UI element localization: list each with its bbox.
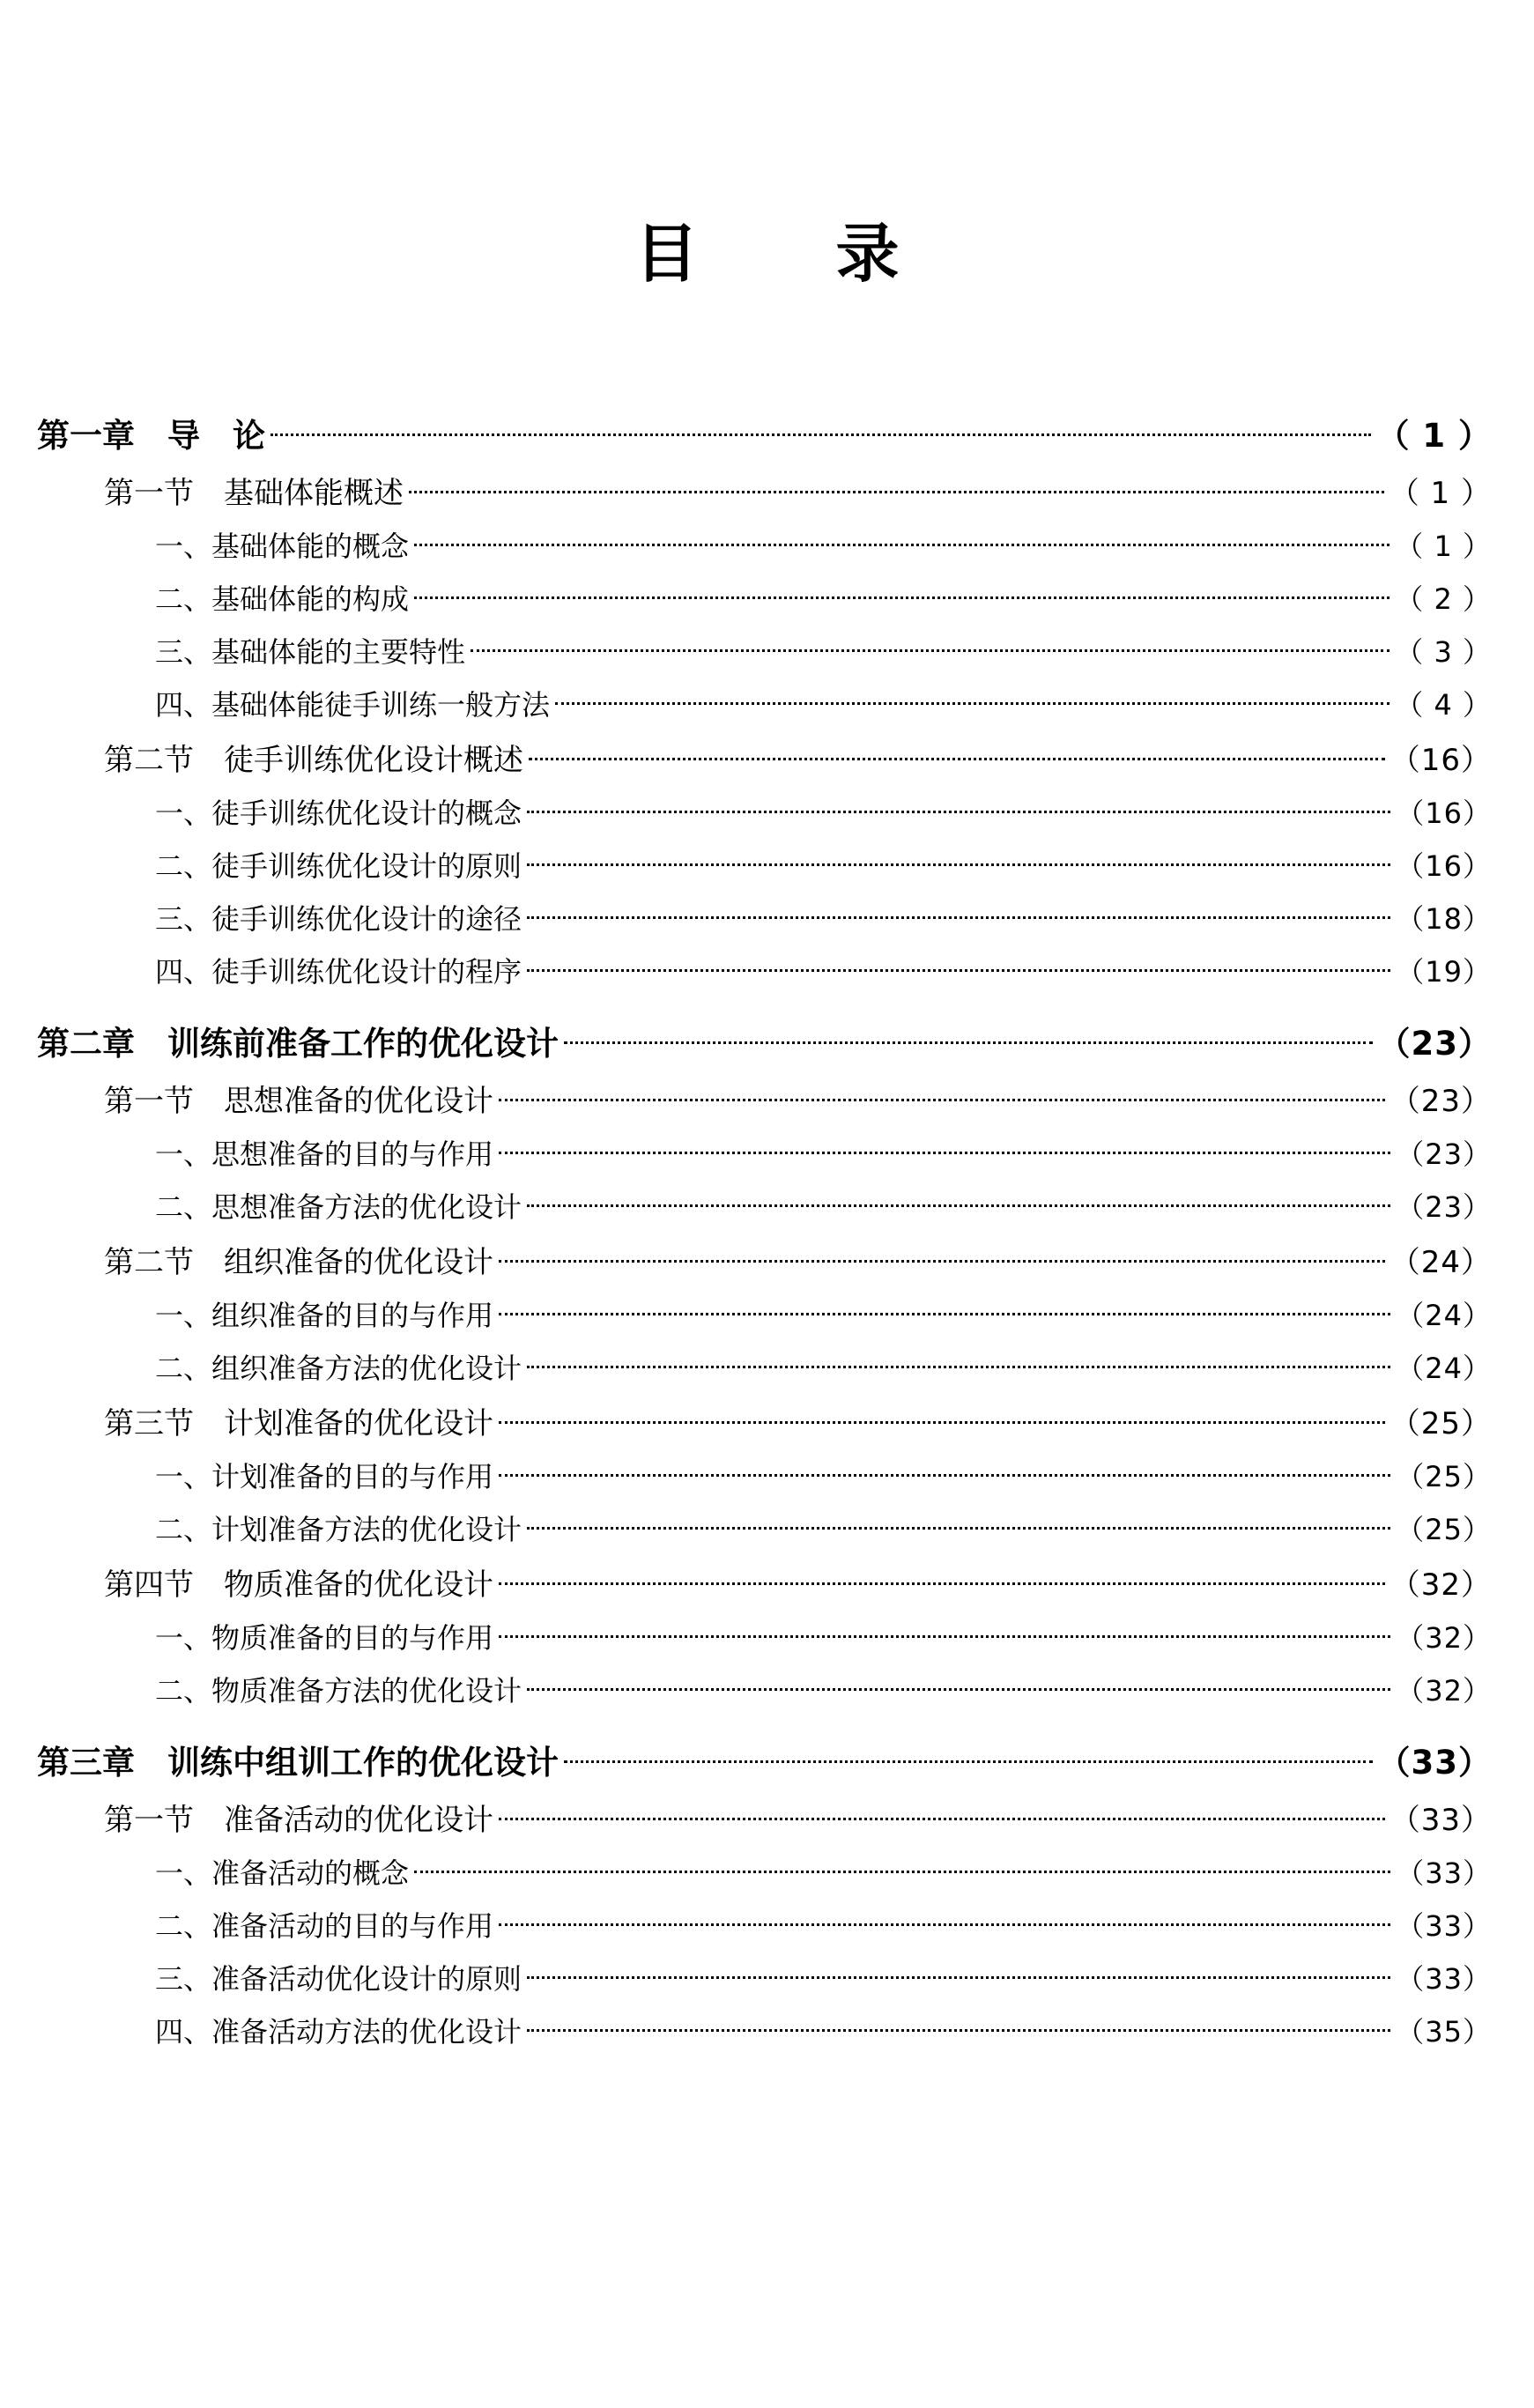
- toc-entry-item[interactable]: [37, 1669, 1492, 1709]
- toc-entry-item[interactable]: [37, 683, 1492, 723]
- toc-entry-section[interactable]: [37, 469, 1492, 512]
- toc-entry-page-number: （32）: [1389, 1567, 1492, 1603]
- toc-leader-dots: [527, 900, 1390, 929]
- toc-entry-item[interactable]: [37, 524, 1492, 565]
- toc-entry-page-number: （35）: [1396, 2015, 1492, 2049]
- toc-entry-page-number: （ 3 ）: [1395, 635, 1492, 669]
- toc-entry-item[interactable]: [37, 2010, 1492, 2050]
- toc-entry-label: 第一节 基础体能概述: [104, 476, 404, 511]
- toc-entry-section[interactable]: [37, 1238, 1492, 1281]
- toc-entry-label: 二、物质准备方法的优化设计: [155, 1674, 522, 1708]
- toc-leader-dots: [499, 1136, 1390, 1164]
- toc-leader-dots: [564, 1741, 1373, 1774]
- toc-entry-label: 二、计划准备方法的优化设计: [155, 1513, 522, 1546]
- toc-leader-dots: [564, 1022, 1373, 1055]
- toc-leader-dots: [499, 1297, 1390, 1325]
- toc-leader-dots: [414, 528, 1389, 556]
- toc-entry-item[interactable]: [37, 791, 1492, 832]
- toc-entry-label: 第一节 思想准备的优化设计: [104, 1084, 493, 1119]
- toc-entry-label: 二、徒手训练优化设计的原则: [155, 849, 522, 883]
- toc-leader-dots: [529, 740, 1385, 770]
- toc-entry-item[interactable]: [37, 1957, 1492, 1997]
- toc-leader-dots: [527, 848, 1390, 876]
- toc-entry-item[interactable]: [37, 1455, 1492, 1495]
- toc-leader-dots: [527, 953, 1390, 982]
- toc-entry-page-number: （16）: [1396, 796, 1492, 830]
- toc-entry-label: 一、思想准备的目的与作用: [155, 1137, 494, 1171]
- toc-leader-dots: [527, 2013, 1390, 2041]
- toc-entry-label: 一、基础体能的概念: [155, 530, 410, 563]
- toc-entry-item[interactable]: [37, 1616, 1492, 1656]
- toc-entry-label: 第三章 训练中组训工作的优化设计: [37, 1744, 559, 1782]
- toc-entry-page-number: （ 4 ）: [1395, 688, 1492, 722]
- toc-entry-item[interactable]: [37, 844, 1492, 885]
- toc-entry-label: 四、徒手训练优化设计的程序: [155, 955, 522, 989]
- toc-entry-page-number: （24）: [1396, 1352, 1492, 1385]
- toc-entry-item[interactable]: [37, 1346, 1492, 1387]
- toc-entry-chapter[interactable]: [37, 1736, 1492, 1783]
- toc-entry-section[interactable]: [37, 736, 1492, 779]
- toc-entry-label: 第二节 徒手训练优化设计概述: [104, 743, 523, 778]
- toc-entry-page-number: （32）: [1396, 1674, 1492, 1708]
- toc-leader-dots: [527, 1189, 1390, 1217]
- toc-entry-page-number: （25）: [1396, 1460, 1492, 1493]
- toc-entry-item[interactable]: [37, 1851, 1492, 1892]
- toc-list: [0, 409, 1534, 2050]
- toc-entry-page-number: （33）: [1389, 1803, 1492, 1838]
- toc-leader-dots: [555, 686, 1389, 715]
- toc-entry-page-number: （23）: [1377, 1025, 1492, 1063]
- toc-entry-chapter[interactable]: [37, 1017, 1492, 1064]
- toc-entry-page-number: （ 1 ）: [1389, 476, 1492, 511]
- toc-entry-page-number: （23）: [1396, 1190, 1492, 1224]
- toc-entry-page-number: （23）: [1389, 1084, 1492, 1119]
- toc-entry-page-number: （24）: [1396, 1299, 1492, 1332]
- toc-entry-section[interactable]: [37, 1560, 1492, 1604]
- toc-entry-page-number: （19）: [1396, 955, 1492, 989]
- toc-entry-item[interactable]: [37, 897, 1492, 937]
- toc-entry-item[interactable]: [37, 1904, 1492, 1945]
- toc-entry-label: 一、准备活动的概念: [155, 1856, 410, 1890]
- toc-entry-page-number: （ 1 ）: [1376, 417, 1492, 455]
- toc-entry-page-number: （32）: [1396, 1621, 1492, 1655]
- toc-leader-dots: [499, 1908, 1390, 1936]
- toc-leader-dots: [499, 1242, 1385, 1272]
- toc-entry-label: 一、组织准备的目的与作用: [155, 1299, 494, 1332]
- toc-leader-dots: [499, 1458, 1390, 1486]
- toc-entry-label: 一、物质准备的目的与作用: [155, 1621, 494, 1655]
- toc-leader-dots: [414, 581, 1389, 609]
- toc-entry-page-number: （25）: [1396, 1513, 1492, 1546]
- page-title: 目 录: [634, 217, 937, 291]
- toc-entry-section[interactable]: [37, 1796, 1492, 1839]
- toc-entry-item[interactable]: [37, 1185, 1492, 1226]
- toc-leader-dots: [409, 473, 1384, 503]
- toc-entry-section[interactable]: [37, 1077, 1492, 1120]
- toc-entry-item[interactable]: [37, 630, 1492, 671]
- toc-leader-dots: [270, 414, 1371, 447]
- toc-entry-label: 三、徒手训练优化设计的途径: [155, 902, 522, 936]
- toc-entry-label: 二、组织准备方法的优化设计: [155, 1352, 522, 1385]
- toc-entry-label: 第一章 导 论: [37, 417, 265, 455]
- toc-entry-page-number: （33）: [1396, 1962, 1492, 1996]
- toc-entry-label: 三、准备活动优化设计的原则: [155, 1962, 522, 1996]
- toc-entry-label: 四、准备活动方法的优化设计: [155, 2015, 522, 2049]
- toc-entry-page-number: （ 1 ）: [1395, 530, 1492, 563]
- toc-entry-page-number: （16）: [1389, 743, 1492, 778]
- toc-leader-dots: [499, 1081, 1385, 1111]
- toc-leader-dots: [499, 1800, 1385, 1830]
- toc-entry-page-number: （18）: [1396, 902, 1492, 936]
- toc-entry-page-number: （33）: [1396, 1856, 1492, 1890]
- toc-leader-dots: [527, 1511, 1390, 1539]
- toc-leader-dots: [527, 1672, 1390, 1700]
- toc-leader-dots: [414, 1855, 1390, 1883]
- toc-leader-dots: [499, 1565, 1385, 1595]
- toc-entry-label: 三、基础体能的主要特性: [155, 635, 466, 669]
- toc-leader-dots: [471, 633, 1389, 662]
- toc-entry-chapter[interactable]: [37, 409, 1492, 456]
- toc-entry-item[interactable]: [37, 1293, 1492, 1334]
- toc-entry-page-number: （23）: [1396, 1137, 1492, 1171]
- toc-entry-label: 二、基础体能的构成: [155, 582, 410, 616]
- toc-entry-item[interactable]: [37, 1132, 1492, 1173]
- toc-entry-label: 一、计划准备的目的与作用: [155, 1460, 494, 1493]
- toc-entry-page-number: （ 2 ）: [1395, 582, 1492, 616]
- toc-entry-label: 第二节 组织准备的优化设计: [104, 1245, 493, 1280]
- toc-entry-item[interactable]: [37, 950, 1492, 990]
- toc-entry-label: 二、准备活动的目的与作用: [155, 1909, 494, 1943]
- toc-entry-page-number: （33）: [1396, 1909, 1492, 1943]
- toc-entry-label: 四、基础体能徒手训练一般方法: [155, 688, 551, 722]
- toc-leader-dots: [499, 1404, 1385, 1434]
- toc-entry-section[interactable]: [37, 1399, 1492, 1442]
- toc-entry-label: 一、徒手训练优化设计的概念: [155, 796, 522, 830]
- toc-entry-item[interactable]: [37, 577, 1492, 618]
- toc-entry-label: 第四节 物质准备的优化设计: [104, 1567, 493, 1603]
- toc-entry-page-number: （33）: [1377, 1744, 1492, 1782]
- toc-entry-item[interactable]: [37, 1508, 1492, 1548]
- toc-entry-label: 第二章 训练前准备工作的优化设计: [37, 1025, 559, 1063]
- toc-leader-dots: [527, 1960, 1390, 1989]
- toc-entry-page-number: （24）: [1389, 1245, 1492, 1280]
- toc-leader-dots: [499, 1619, 1390, 1648]
- toc-entry-label: 二、思想准备方法的优化设计: [155, 1190, 522, 1224]
- toc-leader-dots: [527, 1350, 1390, 1378]
- toc-entry-page-number: （16）: [1396, 849, 1492, 883]
- toc-entry-label: 第一节 准备活动的优化设计: [104, 1803, 493, 1838]
- toc-entry-page-number: （25）: [1389, 1406, 1492, 1441]
- toc-leader-dots: [527, 795, 1390, 823]
- toc-entry-label: 第三节 计划准备的优化设计: [104, 1406, 493, 1441]
